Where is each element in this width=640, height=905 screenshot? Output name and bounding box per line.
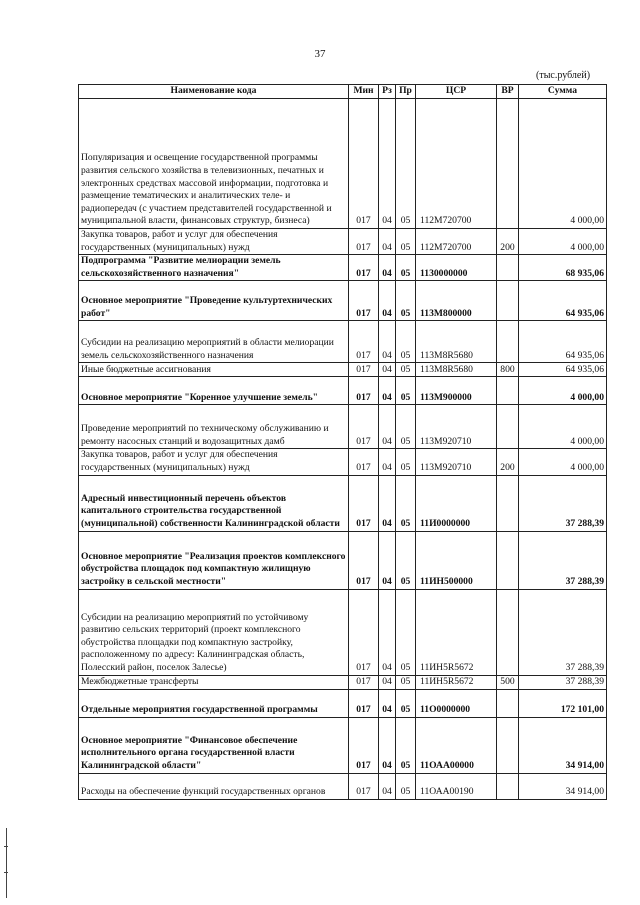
row-min: 017 [349, 589, 379, 675]
row-name: Подпрограмма "Развитие мелиорации земель сельскохозяйственного назначения" [79, 255, 349, 281]
margin-mark [6, 828, 7, 898]
row-csr: 11ИН5R5672 [416, 589, 497, 675]
table-row [79, 689, 607, 717]
row-vr [497, 773, 519, 799]
table-row [79, 281, 607, 321]
row-name: Закупка товаров, работ и услуг для обеспечения государственных (муниципальных) нужд [79, 229, 349, 255]
table-header-row [79, 85, 607, 99]
table-row [79, 531, 607, 589]
row-min: 017 [349, 773, 379, 799]
margin-dot [4, 846, 8, 847]
table-row [79, 449, 607, 475]
row-vr [497, 255, 519, 281]
row-vr [497, 405, 519, 449]
row-min: 017 [349, 229, 379, 255]
units-label: (тыс.рублей) [536, 70, 591, 81]
row-sum: 37 288,39 [519, 475, 607, 531]
table-row [79, 377, 607, 405]
row-sum: 64 935,06 [519, 363, 607, 377]
row-name: Субсидии на реализацию мероприятий по устойчивому развитию сельских территорий (проект комплексного обустройства площадки под компактную застройку, расположенному по адресу: Калининградская область, Полесский район, поселок Залесье) [79, 589, 349, 675]
row-pr: 05 [396, 675, 416, 689]
row-sum: 64 935,06 [519, 321, 607, 363]
row-sum: 37 288,39 [519, 675, 607, 689]
row-rz: 04 [379, 363, 396, 377]
row-vr [497, 531, 519, 589]
header-min: Мин [349, 85, 379, 99]
table-row [79, 675, 607, 689]
row-name: Основное мероприятие "Реализация проектов комплексного обустройства площадок под компактную жилищную застройку в сельской местности" [79, 531, 349, 589]
row-min: 017 [349, 717, 379, 773]
row-vr [497, 589, 519, 675]
row-rz: 04 [379, 99, 396, 229]
table-row [79, 405, 607, 449]
row-name: Основное мероприятие "Финансовое обеспечение исполнительного органа государственной власти Калининградской области" [79, 717, 349, 773]
row-name: Субсидии на реализацию мероприятий в области мелиорации земель сельскохозяйственного назначения [79, 321, 349, 363]
row-pr: 05 [396, 717, 416, 773]
row-pr: 05 [396, 773, 416, 799]
row-sum: 4 000,00 [519, 405, 607, 449]
row-name: Закупка товаров, работ и услуг для обеспечения государственных (муниципальных) нужд [79, 449, 349, 475]
row-pr: 05 [396, 99, 416, 229]
row-rz: 04 [379, 405, 396, 449]
table-row [79, 363, 607, 377]
header-name: Наименование кода [79, 85, 349, 99]
row-csr: 11О0000000 [416, 689, 497, 717]
row-min: 017 [349, 281, 379, 321]
row-min: 017 [349, 475, 379, 531]
row-csr: 11ОАА00000 [416, 717, 497, 773]
row-pr: 05 [396, 589, 416, 675]
row-csr: 112М720700 [416, 229, 497, 255]
row-min: 017 [349, 675, 379, 689]
header-csr: ЦСР [416, 85, 497, 99]
row-min: 017 [349, 321, 379, 363]
table-row [79, 255, 607, 281]
table-row [79, 717, 607, 773]
table-row [79, 229, 607, 255]
row-pr: 05 [396, 377, 416, 405]
row-rz: 04 [379, 321, 396, 363]
row-csr: 113М920710 [416, 405, 497, 449]
row-rz: 04 [379, 589, 396, 675]
row-csr: 113М800000 [416, 281, 497, 321]
row-sum: 4 000,00 [519, 449, 607, 475]
row-csr: 112М720700 [416, 99, 497, 229]
row-sum: 64 935,06 [519, 281, 607, 321]
row-rz: 04 [379, 531, 396, 589]
row-csr: 11И0000000 [416, 475, 497, 531]
table-row [79, 589, 607, 675]
row-sum: 4 000,00 [519, 99, 607, 229]
row-min: 017 [349, 255, 379, 281]
row-rz: 04 [379, 717, 396, 773]
budget-table [78, 84, 607, 800]
row-vr: 500 [497, 675, 519, 689]
row-min: 017 [349, 689, 379, 717]
row-min: 017 [349, 99, 379, 229]
row-vr [497, 689, 519, 717]
table-row [79, 99, 607, 229]
row-rz: 04 [379, 449, 396, 475]
row-vr [497, 99, 519, 229]
row-pr: 05 [396, 255, 416, 281]
row-rz: 04 [379, 281, 396, 321]
row-name: Отдельные мероприятия государственной программы [79, 689, 349, 717]
row-min: 017 [349, 449, 379, 475]
row-sum: 34 914,00 [519, 773, 607, 799]
row-pr: 05 [396, 229, 416, 255]
row-vr: 200 [497, 449, 519, 475]
row-min: 017 [349, 405, 379, 449]
row-name: Основное мероприятие "Проведение культуртехнических работ" [79, 281, 349, 321]
row-vr [497, 377, 519, 405]
row-name: Популяризация и освещение государственной программы развития сельского хозяйства в телевизионных, печатных и электронных средствах массовой информации, подготовка и размещение тематических и аналитических теле- и радиопередач (с участием представителей государственной и муниципальной власти, финансовых структур, бизнеса) [79, 99, 349, 229]
header-rz: Рз [379, 85, 396, 99]
row-vr: 800 [497, 363, 519, 377]
row-csr: 113М920710 [416, 449, 497, 475]
row-vr [497, 475, 519, 531]
row-rz: 04 [379, 689, 396, 717]
row-rz: 04 [379, 773, 396, 799]
row-pr: 05 [396, 531, 416, 589]
row-csr: 113М8R5680 [416, 363, 497, 377]
row-sum: 172 101,00 [519, 689, 607, 717]
row-vr [497, 281, 519, 321]
page-number: 37 [314, 48, 326, 60]
row-pr: 05 [396, 475, 416, 531]
row-rz: 04 [379, 229, 396, 255]
row-pr: 05 [396, 281, 416, 321]
header-sum: Сумма [519, 85, 607, 99]
row-sum: 4 000,00 [519, 229, 607, 255]
row-pr: 05 [396, 449, 416, 475]
row-sum: 68 935,06 [519, 255, 607, 281]
table-row [79, 773, 607, 799]
row-name: Адресный инвестиционный перечень объектов капитального строительства государственной (муниципальной) собственности Калининградской области [79, 475, 349, 531]
row-sum: 4 000,00 [519, 377, 607, 405]
row-csr: 113М900000 [416, 377, 497, 405]
row-vr [497, 717, 519, 773]
row-name: Проведение мероприятий по техническому обслуживанию и ремонту насосных станций и водозащитных дамб [79, 405, 349, 449]
row-name: Основное мероприятие "Коренное улучшение земель" [79, 377, 349, 405]
row-rz: 04 [379, 377, 396, 405]
row-name: Межбюджетные трансферты [79, 675, 349, 689]
row-vr [497, 321, 519, 363]
row-min: 017 [349, 377, 379, 405]
row-name: Иные бюджетные ассигнования [79, 363, 349, 377]
row-rz: 04 [379, 675, 396, 689]
row-sum: 34 914,00 [519, 717, 607, 773]
row-rz: 04 [379, 475, 396, 531]
row-sum: 37 288,39 [519, 531, 607, 589]
table-row [79, 321, 607, 363]
row-csr: 11ИН500000 [416, 531, 497, 589]
row-name: Расходы на обеспечение функций государственных органов [79, 773, 349, 799]
header-pr: Пр [396, 85, 416, 99]
table-row [79, 475, 607, 531]
margin-dot [4, 872, 8, 873]
row-pr: 05 [396, 321, 416, 363]
row-vr: 200 [497, 229, 519, 255]
row-csr: 113М8R5680 [416, 321, 497, 363]
row-sum: 37 288,39 [519, 589, 607, 675]
row-csr: 1130000000 [416, 255, 497, 281]
row-rz: 04 [379, 255, 396, 281]
row-csr: 11ОАА00190 [416, 773, 497, 799]
header-vr: ВР [497, 85, 519, 99]
row-pr: 05 [396, 405, 416, 449]
row-pr: 05 [396, 689, 416, 717]
row-min: 017 [349, 363, 379, 377]
row-csr: 11ИН5R5672 [416, 675, 497, 689]
row-min: 017 [349, 531, 379, 589]
row-pr: 05 [396, 363, 416, 377]
